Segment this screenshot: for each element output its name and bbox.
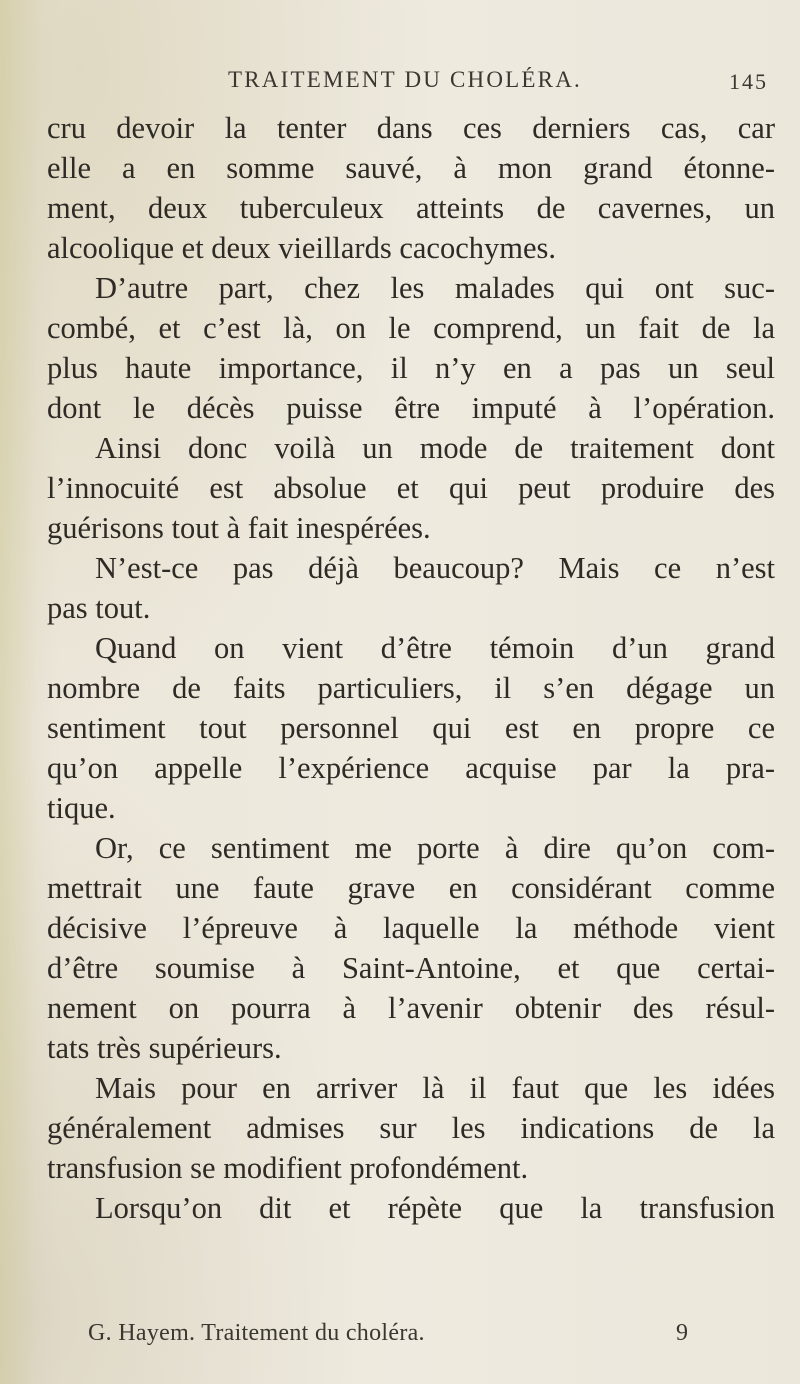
text-line: l’innocuité est absolue et qui peut produire des xyxy=(47,471,775,505)
page-number: 145 xyxy=(729,69,768,94)
signature-mark: 9 xyxy=(676,1320,688,1346)
page-header xyxy=(228,67,768,97)
text-line: transfusion se modifient profondément. xyxy=(47,1151,529,1185)
text-line: généralement admises sur les indications de la xyxy=(47,1111,775,1145)
text-line: nombre de faits particuliers, il s’en dégage un xyxy=(47,671,775,705)
text-line: Quand on vient d’être témoin d’un grand xyxy=(95,631,775,665)
text-line: décisive l’épreuve à laquelle la méthode vient xyxy=(47,911,775,945)
text-line: alcoolique et deux vieillards cacochymes. xyxy=(47,231,556,265)
text-line: ment, deux tuberculeux atteints de cavernes, un xyxy=(47,191,775,225)
page-stain xyxy=(0,0,38,1384)
text-line: qu’on appelle l’expérience acquise par la pra- xyxy=(47,751,775,785)
text-line: D’autre part, chez les malades qui ont suc- xyxy=(95,271,775,305)
text-line: Ainsi donc voilà un mode de traitement dont xyxy=(95,431,775,465)
text-line: tats très supérieurs. xyxy=(47,1031,282,1065)
text-line: N’est-ce pas déjà beaucoup? Mais ce n’est xyxy=(95,551,775,585)
text-line: cru devoir la tenter dans ces derniers cas, car xyxy=(47,111,775,145)
text-line: mettrait une faute grave en considérant comme xyxy=(47,871,775,905)
text-line: nement on pourra à l’avenir obtenir des résul- xyxy=(47,991,775,1025)
text-line: Or, ce sentiment me porte à dire qu’on com- xyxy=(95,831,775,865)
text-line: plus haute importance, il n’y en a pas un seul xyxy=(47,351,775,385)
text-line: Mais pour en arriver là il faut que les idées xyxy=(95,1071,775,1105)
text-line: Lorsqu’on dit et répète que la transfusion xyxy=(95,1191,775,1225)
page-footer xyxy=(88,1320,688,1350)
text-line: d’être soumise à Saint-Antoine, et que certai- xyxy=(47,951,775,985)
text-line: elle a en somme sauvé, à mon grand étonne- xyxy=(47,151,775,185)
text-line: combé, et c’est là, on le comprend, un fait de la xyxy=(47,311,775,345)
text-line: guérisons tout à fait inespérées. xyxy=(47,511,431,545)
signature-line: G. Hayem. Traitement du choléra. xyxy=(88,1320,425,1346)
text-line: pas tout. xyxy=(47,591,151,625)
text-line: dont le décès puisse être imputé à l’opération. xyxy=(47,391,775,425)
text-line: sentiment tout personnel qui est en propre ce xyxy=(47,711,775,745)
running-title: TRAITEMENT DU CHOLÉRA. xyxy=(228,67,582,92)
body-text xyxy=(47,108,775,1228)
text-line: tique. xyxy=(47,791,116,825)
